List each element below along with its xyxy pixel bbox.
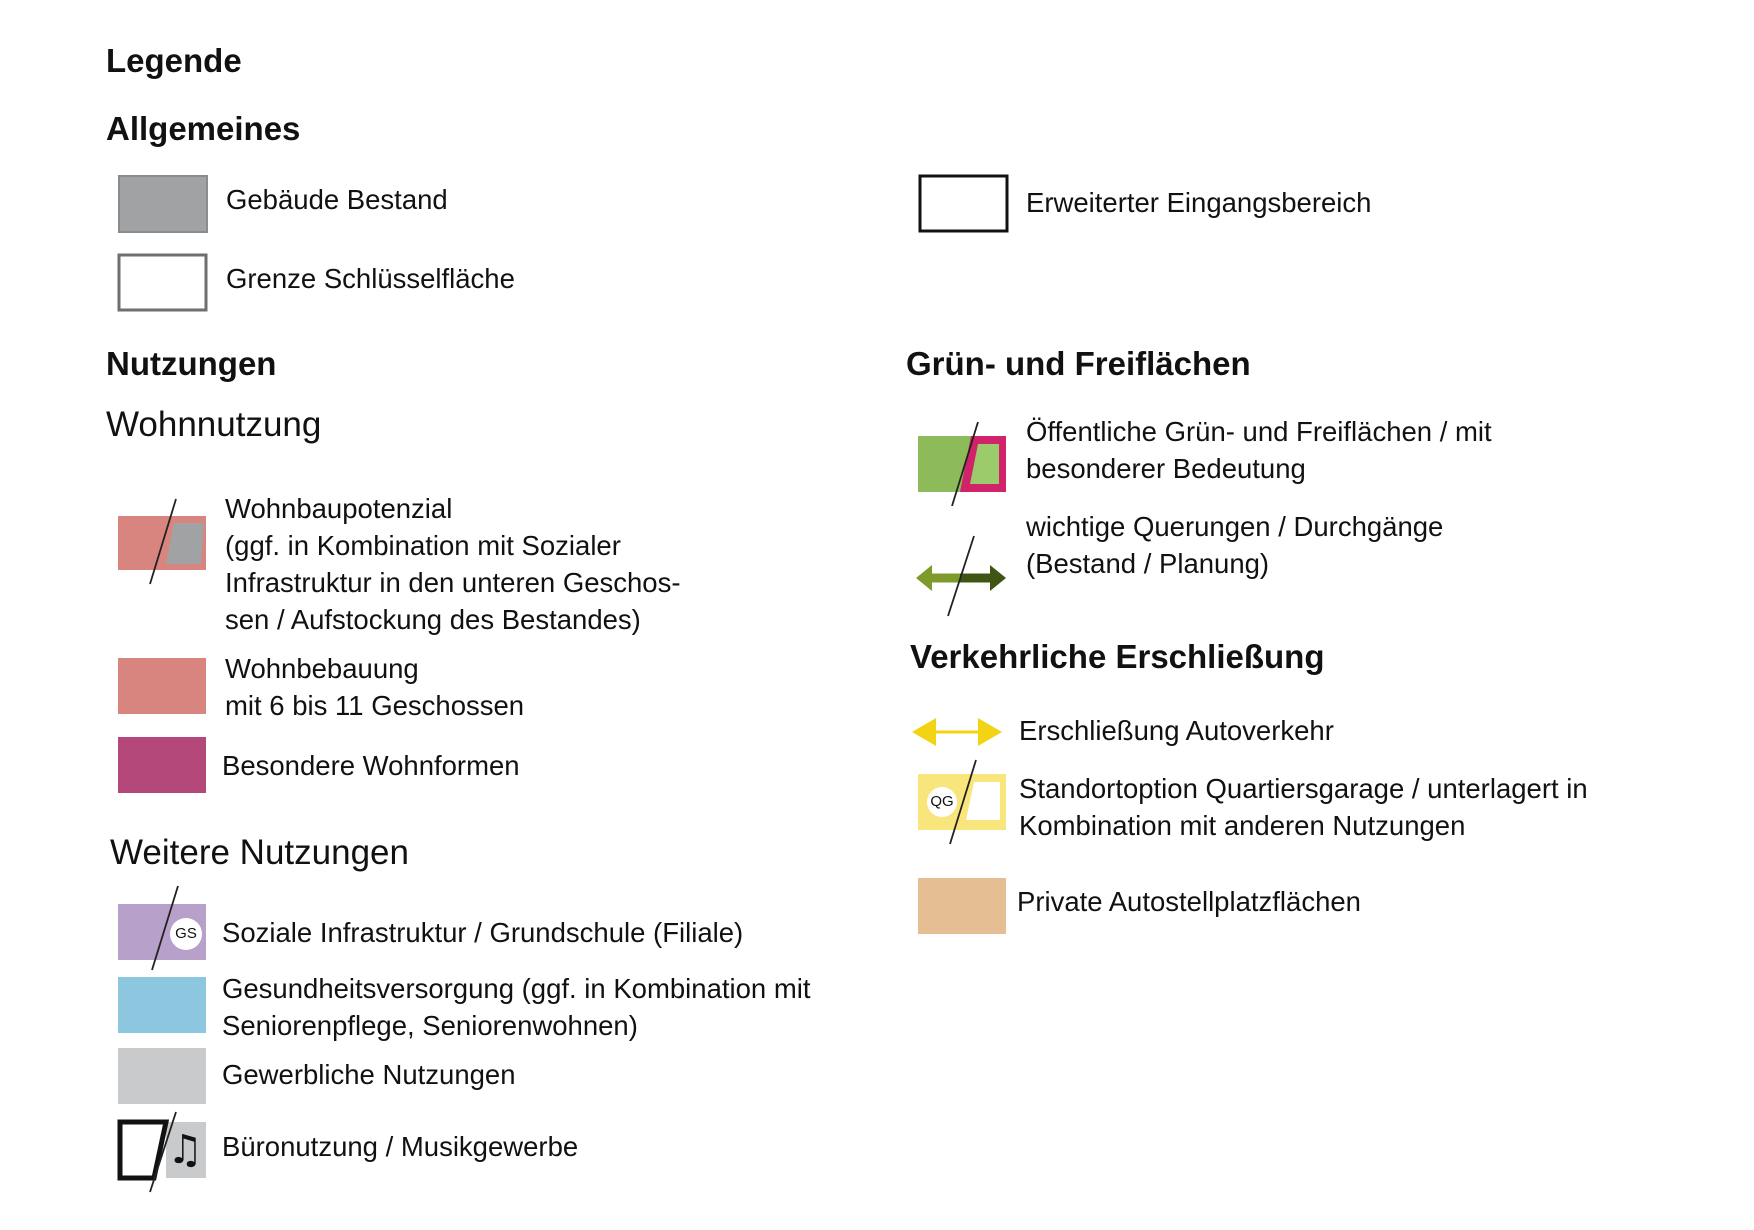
label-quartiersgarage: Standortoption Quartiersgarage / unterlagert in Kombination mit anderen Nutzungen: [1019, 773, 1588, 841]
swatch-wohnbaupotenzial: [116, 497, 210, 587]
swatch-gewerbliche-nutzungen: [118, 1048, 208, 1106]
swatch-quartiersgarage: [916, 758, 1010, 848]
swatch-wohnbebauung: [118, 658, 208, 716]
label-erweiterter-eingangsbereich: Erweiterter Eingangsbereich: [1026, 187, 1372, 218]
legend-title: Legende: [106, 42, 242, 79]
label-soziale-infrastruktur: Soziale Infrastruktur / Grundschule (Filiale): [222, 917, 744, 948]
swatch-grenze-schluesselflaeche: [117, 253, 209, 313]
label-wohnbaupotenzial: Wohnbaupotenzial (ggf. in Kombination mit Sozialer Infrastruktur in den unteren Geschos- sen / Aufstockung des Bestandes): [225, 493, 681, 635]
label-gewerbliche-nutzungen: Gewerbliche Nutzungen: [222, 1059, 516, 1090]
label-gebaeude-bestand: Gebäude Bestand: [226, 184, 448, 215]
swatch-oeffentliche-gruenflaechen: [916, 422, 1010, 506]
gs-badge: GS: [175, 925, 197, 942]
swatch-besondere-wohnformen: [118, 737, 208, 795]
swatch-erweiterter-eingangsbereich: [918, 174, 1010, 234]
swatch-soziale-infrastruktur: [116, 884, 210, 974]
section-heading-allgemeines: Allgemeines: [106, 110, 301, 147]
section-heading-gruen: Grün- und Freiflächen: [906, 345, 1251, 382]
music-note-icon: ♫: [167, 1127, 203, 1173]
label-private-autostellplatzflaechen: Private Autostellplatzflächen: [1017, 886, 1361, 917]
label-oeffentliche-gruenflaechen: Öffentliche Grün- und Freiflächen / mit besonderer Bedeutung: [1026, 416, 1492, 484]
section-heading-verkehr: Verkehrliche Erschließung: [910, 638, 1325, 675]
label-querungen-durchgaenge: wichtige Querungen / Durchgänge (Bestand / Planung): [1026, 511, 1444, 579]
arrow-querungen-durchgaenge: [914, 532, 1008, 618]
section-heading-nutzungen: Nutzungen: [106, 345, 277, 382]
label-erschliessung-autoverkehr: Erschließung Autoverkehr: [1019, 715, 1334, 746]
label-bueronutzung-musikgewerbe: Büronutzung / Musikgewerbe: [222, 1131, 579, 1162]
subheading-wohnnutzung: Wohnnutzung: [106, 405, 322, 444]
label-grenze-schluesselflaeche: Grenze Schlüsselfläche: [226, 263, 515, 294]
label-besondere-wohnformen: Besondere Wohnformen: [222, 750, 520, 781]
swatch-gebaeude-bestand: [118, 175, 210, 233]
swatch-bueronutzung-musikgewerbe: [116, 1110, 210, 1194]
arrow-erschliessung-autoverkehr: [910, 712, 1004, 752]
swatch-private-autostellplatzflaechen: [918, 878, 1008, 936]
label-wohnbebauung: Wohnbebauung mit 6 bis 11 Geschossen: [225, 653, 525, 721]
qg-badge: QG: [930, 793, 954, 810]
subheading-weitere-nutzungen: Weitere Nutzungen: [110, 833, 409, 872]
swatch-gesundheitsversorgung: [118, 977, 208, 1035]
label-gesundheitsversorgung: Gesundheitsversorgung (ggf. in Kombination mit Seniorenpflege, Seniorenwohnen): [222, 973, 811, 1041]
